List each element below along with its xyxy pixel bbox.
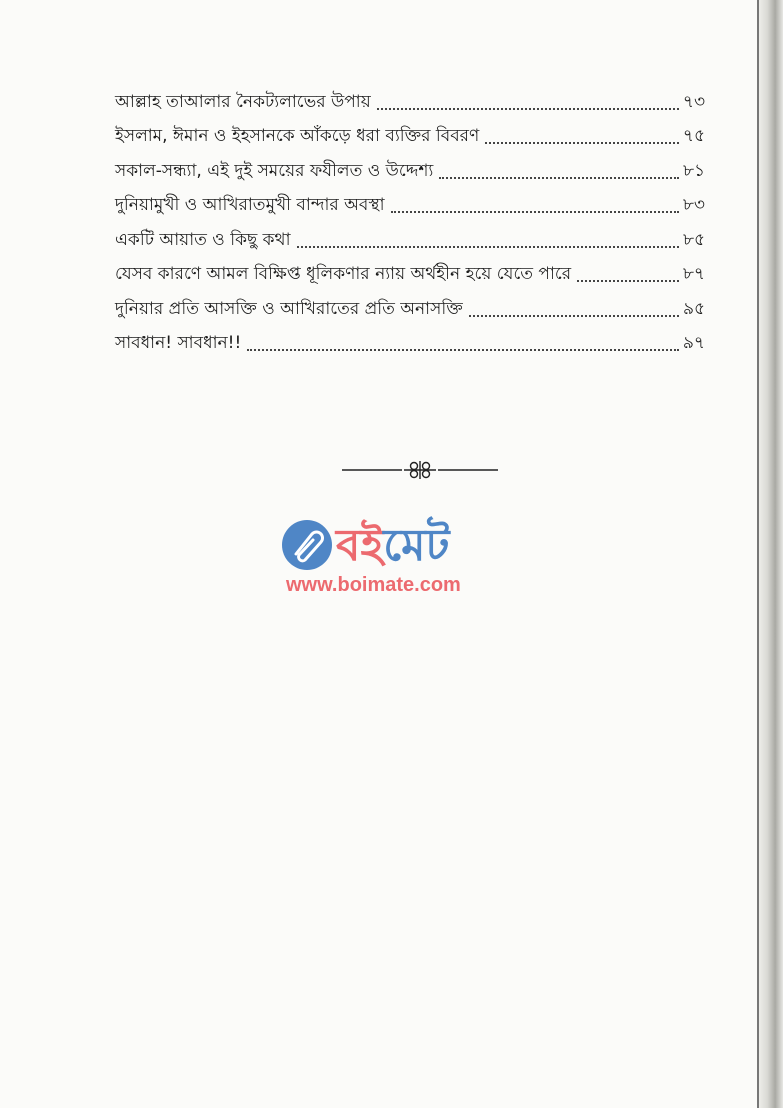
page-edge-shadow bbox=[757, 0, 783, 1108]
ornament-divider bbox=[340, 460, 500, 480]
toc-title: একটি আয়াত ও কিছু কথা bbox=[115, 229, 291, 250]
paperclip-logo-icon bbox=[280, 518, 334, 572]
toc-page: ৮১ bbox=[682, 160, 705, 181]
toc-entry bbox=[115, 220, 705, 255]
toc-page: ৯৭ bbox=[682, 333, 705, 353]
toc-page: ৭৫ bbox=[682, 126, 705, 146]
toc-page: ৭৩ bbox=[682, 91, 705, 112]
toc-title: দুনিয়ার প্রতি আসক্তি ও আখিরাতের প্রতি অনাসক্তি bbox=[115, 298, 463, 319]
toc-title: সকাল-সন্ধ্যা, এই দুই সময়ের ফযীলত ও উদ্দেশ্য bbox=[115, 160, 434, 181]
toc-entry bbox=[115, 324, 705, 359]
leader-dots bbox=[377, 108, 679, 110]
page-edge-line bbox=[757, 0, 759, 1108]
toc-title: যেসব কারণে আমল বিক্ষিপ্ত ধূলিকণার ন্যায় অর্থহীন হয়ে যেতে পারে bbox=[115, 264, 572, 284]
leader-dots bbox=[391, 211, 679, 213]
leader-dots bbox=[297, 246, 679, 248]
toc-page: ৮৩ bbox=[682, 195, 705, 215]
toc-title: ইসলাম, ঈমান ও ইহসানকে আঁকড়ে ধরা ব্যক্তির বিবরণ bbox=[115, 126, 480, 146]
toc-page: ৯৫ bbox=[682, 298, 705, 319]
boimate-watermark bbox=[280, 512, 500, 602]
leader-dots bbox=[485, 142, 679, 144]
leader-dots bbox=[469, 315, 679, 317]
toc-entry bbox=[115, 117, 705, 152]
toc-entry bbox=[115, 255, 705, 290]
toc-page: ৮৫ bbox=[682, 229, 705, 250]
brand-part-2: মেট bbox=[383, 520, 450, 571]
leader-dots bbox=[577, 280, 679, 282]
table-of-contents bbox=[115, 82, 705, 358]
leader-dots bbox=[439, 177, 679, 179]
toc-title: সাবধান! সাবধান!! bbox=[115, 333, 242, 353]
toc-entry bbox=[115, 186, 705, 221]
brand-url: www.boimate.com bbox=[286, 574, 461, 596]
toc-entry bbox=[115, 151, 705, 186]
leader-dots bbox=[247, 349, 679, 351]
toc-entry bbox=[115, 289, 705, 324]
toc-title: আল্লাহ তাআলার নৈকট্যলাভের উপায় bbox=[115, 91, 371, 112]
toc-entry bbox=[115, 82, 705, 117]
toc-page: ৮৭ bbox=[682, 264, 705, 284]
toc-title: দুনিয়ামুখী ও আখিরাতমুখী বান্দার অবস্থা bbox=[115, 195, 385, 215]
brand-part-1: বই bbox=[336, 520, 384, 571]
